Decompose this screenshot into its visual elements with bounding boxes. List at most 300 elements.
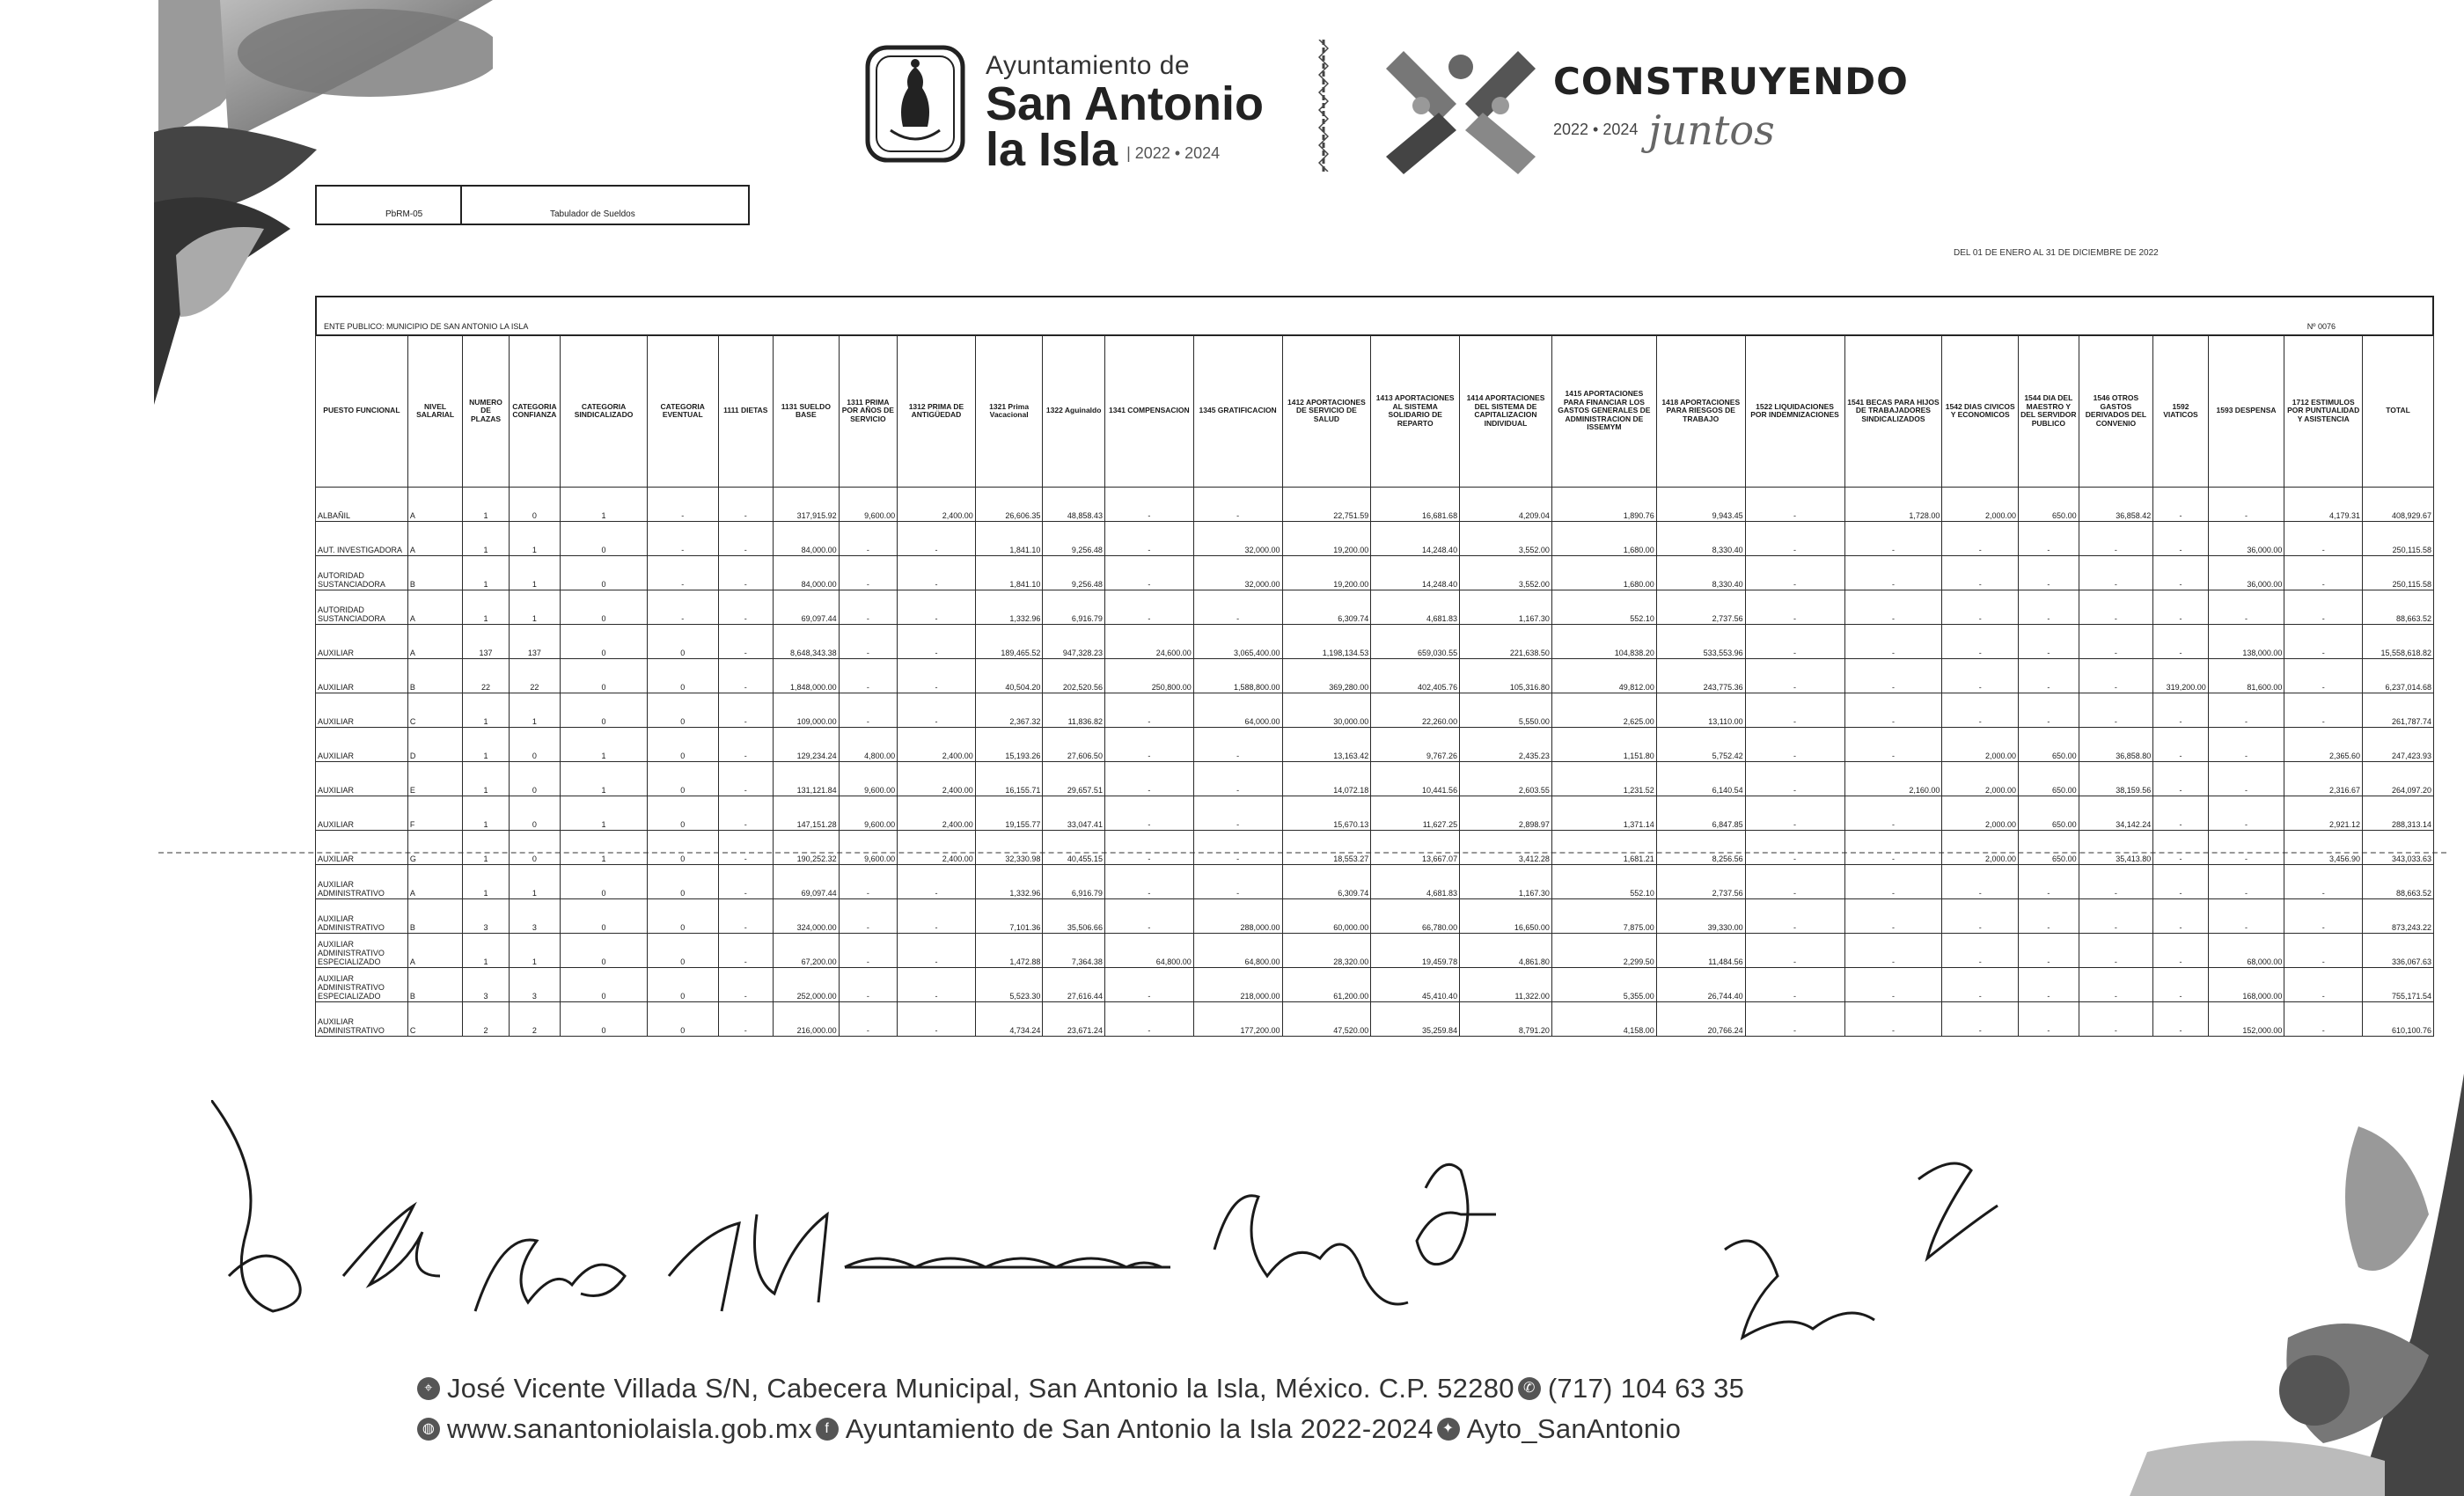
value-cell: 659,030.55 xyxy=(1371,625,1460,659)
value-cell: 13,163.42 xyxy=(1282,728,1371,762)
value-cell: 38,159.56 xyxy=(2079,762,2153,796)
puesto-cell: AUXILIAR ADMINISTRATIVO xyxy=(316,865,408,899)
value-cell: 2,000.00 xyxy=(1942,488,2019,522)
value-cell: 247,423.93 xyxy=(2363,728,2434,762)
signature-6 xyxy=(1214,1196,1408,1304)
value-cell: - xyxy=(1193,728,1282,762)
value-cell: - xyxy=(1745,1002,1844,1037)
value-cell: 8,791.20 xyxy=(1460,1002,1552,1037)
value-cell: - xyxy=(2153,625,2208,659)
value-cell: 4,179.31 xyxy=(2284,488,2363,522)
value-cell: - xyxy=(1104,522,1193,556)
value-cell: 4,681.83 xyxy=(1371,590,1460,625)
value-cell: - xyxy=(2019,659,2079,693)
value-cell: 177,200.00 xyxy=(1193,1002,1282,1037)
table-row xyxy=(316,796,2434,831)
value-cell: - xyxy=(1104,865,1193,899)
ayuntamiento-years: | 2022 • 2024 xyxy=(1126,143,1221,162)
value-cell: - xyxy=(2079,693,2153,728)
value-cell: 2,737.56 xyxy=(1656,590,1745,625)
value-cell: - xyxy=(898,968,976,1002)
value-cell: - xyxy=(1104,556,1193,590)
value-cell: 0 xyxy=(509,831,560,865)
value-cell: G xyxy=(407,831,462,865)
value-cell: 216,000.00 xyxy=(774,1002,840,1037)
value-cell: - xyxy=(898,556,976,590)
value-cell: - xyxy=(1745,762,1844,796)
value-cell: 13,110.00 xyxy=(1656,693,1745,728)
form-code: PbRM-05 xyxy=(317,187,462,224)
value-cell: - xyxy=(2153,831,2208,865)
value-cell: - xyxy=(2079,659,2153,693)
value-cell: 2,000.00 xyxy=(1942,796,2019,831)
value-cell: 36,000.00 xyxy=(2208,556,2284,590)
value-cell: 84,000.00 xyxy=(774,522,840,556)
value-cell: 5,355.00 xyxy=(1551,968,1656,1002)
value-cell: 15,193.26 xyxy=(975,728,1043,762)
value-cell: 2,435.23 xyxy=(1460,728,1552,762)
value-cell: 261,787.74 xyxy=(2363,693,2434,728)
value-cell: A xyxy=(407,488,462,522)
value-cell: 0 xyxy=(561,968,648,1002)
puesto-cell: AUXILIAR xyxy=(316,693,408,728)
value-cell: - xyxy=(2153,899,2208,934)
value-cell: 20,766.24 xyxy=(1656,1002,1745,1037)
column-header: 1542 DIAS CIVICOS Y ECONOMICOS xyxy=(1942,335,2019,488)
table-row xyxy=(316,865,2434,899)
value-cell: 4,158.00 xyxy=(1551,1002,1656,1037)
value-cell: 1,371.14 xyxy=(1551,796,1656,831)
value-cell: - xyxy=(2153,488,2208,522)
value-cell: - xyxy=(2284,968,2363,1002)
value-cell: 60,000.00 xyxy=(1282,899,1371,934)
value-cell: 2 xyxy=(509,1002,560,1037)
signature-5 xyxy=(845,1258,1170,1267)
value-cell: - xyxy=(1193,762,1282,796)
footer-phone: (717) 104 63 35 xyxy=(1547,1373,1745,1404)
value-cell: - xyxy=(898,1002,976,1037)
construyendo-logo-icon xyxy=(1386,42,1536,174)
twitter-icon: ✦ xyxy=(1437,1418,1460,1441)
web-icon: ◍ xyxy=(417,1418,440,1441)
value-cell: 0 xyxy=(561,556,648,590)
column-header: 1131 SUELDO BASE xyxy=(774,335,840,488)
value-cell: - xyxy=(1104,899,1193,934)
column-header: CATEGORIA EVENTUAL xyxy=(647,335,718,488)
column-header: 1593 DESPENSA xyxy=(2208,335,2284,488)
campaign-title: CONSTRUYENDO xyxy=(1553,60,1909,103)
value-cell: - xyxy=(1942,522,2019,556)
value-cell: 0 xyxy=(509,796,560,831)
value-cell: 5,523.30 xyxy=(975,968,1043,1002)
form-title: Tabulador de Sueldos xyxy=(550,209,635,219)
value-cell: - xyxy=(2079,934,2153,968)
table-row xyxy=(316,488,2434,522)
footer-web[interactable]: www.sanantoniolaisla.gob.mx xyxy=(447,1413,812,1444)
column-header: 1312 PRIMA DE ANTIGÜEDAD xyxy=(898,335,976,488)
value-cell: 221,638.50 xyxy=(1460,625,1552,659)
value-cell: 2,299.50 xyxy=(1551,934,1656,968)
value-cell: - xyxy=(2153,556,2208,590)
value-cell: 32,000.00 xyxy=(1193,522,1282,556)
value-cell: - xyxy=(718,934,773,968)
value-cell: - xyxy=(1844,934,1942,968)
value-cell: - xyxy=(1193,590,1282,625)
value-cell: 317,915.92 xyxy=(774,488,840,522)
column-header: 1412 APORTACIONES DE SERVICIO DE SALUD xyxy=(1282,335,1371,488)
value-cell: 15,558,618.82 xyxy=(2363,625,2434,659)
value-cell: 5,752.42 xyxy=(1656,728,1745,762)
value-cell: - xyxy=(839,590,898,625)
value-cell: - xyxy=(2208,899,2284,934)
value-cell: 1 xyxy=(463,796,509,831)
value-cell: 7,101.36 xyxy=(975,899,1043,934)
value-cell: 9,600.00 xyxy=(839,796,898,831)
column-header: CATEGORIA CONFIANZA xyxy=(509,335,560,488)
value-cell: B xyxy=(407,968,462,1002)
value-cell: - xyxy=(1104,693,1193,728)
value-cell: - xyxy=(2284,556,2363,590)
column-header: 1321 Prima Vacacional xyxy=(975,335,1043,488)
value-cell: 35,413.80 xyxy=(2079,831,2153,865)
value-cell: 1,841.10 xyxy=(975,556,1043,590)
document-title-box xyxy=(315,185,750,225)
value-cell: 2,400.00 xyxy=(898,831,976,865)
location-icon: ⌖ xyxy=(417,1377,440,1400)
value-cell: - xyxy=(2019,693,2079,728)
value-cell: 7,875.00 xyxy=(1551,899,1656,934)
puesto-cell: AUTORIDAD SUSTANCIADORA xyxy=(316,556,408,590)
value-cell: 218,000.00 xyxy=(1193,968,1282,1002)
value-cell: 2,400.00 xyxy=(898,728,976,762)
value-cell: 27,616.44 xyxy=(1043,968,1105,1002)
value-cell: 34,142.24 xyxy=(2079,796,2153,831)
column-header: 1414 APORTACIONES DEL SISTEMA DE CAPITALIZACION INDIVIDUAL xyxy=(1460,335,1552,488)
value-cell: - xyxy=(647,488,718,522)
value-cell: - xyxy=(2153,968,2208,1002)
column-header: 1592 VIATICOS xyxy=(2153,335,2208,488)
value-cell: 168,000.00 xyxy=(2208,968,2284,1002)
value-cell: 243,775.36 xyxy=(1656,659,1745,693)
construyendo-wordmark xyxy=(1553,60,1909,154)
value-cell: 137 xyxy=(463,625,509,659)
value-cell: 131,121.84 xyxy=(774,762,840,796)
value-cell: 27,606.50 xyxy=(1043,728,1105,762)
value-cell: 9,943.45 xyxy=(1656,488,1745,522)
value-cell: B xyxy=(407,659,462,693)
value-cell: - xyxy=(2153,693,2208,728)
column-header: NUMERO DE PLAZAS xyxy=(463,335,509,488)
table-row xyxy=(316,762,2434,796)
value-cell: 3,456.90 xyxy=(2284,831,2363,865)
value-cell: - xyxy=(1745,625,1844,659)
table-row xyxy=(316,968,2434,1002)
value-cell: - xyxy=(718,522,773,556)
value-cell: 64,800.00 xyxy=(1104,934,1193,968)
value-cell: 1 xyxy=(463,693,509,728)
value-cell: 2,000.00 xyxy=(1942,762,2019,796)
value-cell: 0 xyxy=(647,831,718,865)
value-cell: - xyxy=(1844,865,1942,899)
value-cell: 19,155.77 xyxy=(975,796,1043,831)
value-cell: 3,552.00 xyxy=(1460,522,1552,556)
signatures-area xyxy=(211,1100,2147,1399)
value-cell: - xyxy=(1844,1002,1942,1037)
value-cell: 1,848,000.00 xyxy=(774,659,840,693)
value-cell: - xyxy=(2153,934,2208,968)
value-cell: 650.00 xyxy=(2019,796,2079,831)
value-cell: 104,838.20 xyxy=(1551,625,1656,659)
value-cell: 1 xyxy=(463,865,509,899)
value-cell: 67,200.00 xyxy=(774,934,840,968)
value-cell: 19,200.00 xyxy=(1282,522,1371,556)
table-row xyxy=(316,522,2434,556)
value-cell: 84,000.00 xyxy=(774,556,840,590)
value-cell: - xyxy=(839,968,898,1002)
value-cell: 26,606.35 xyxy=(975,488,1043,522)
value-cell: 30,000.00 xyxy=(1282,693,1371,728)
value-cell: 35,259.84 xyxy=(1371,1002,1460,1037)
value-cell: - xyxy=(1745,728,1844,762)
value-cell: - xyxy=(1942,659,2019,693)
value-cell: 4,209.04 xyxy=(1460,488,1552,522)
header-divider xyxy=(1318,40,1329,172)
value-cell: - xyxy=(1844,728,1942,762)
value-cell: - xyxy=(718,796,773,831)
value-cell: 16,650.00 xyxy=(1460,899,1552,934)
value-cell: 1,231.52 xyxy=(1551,762,1656,796)
value-cell: 650.00 xyxy=(2019,728,2079,762)
puesto-cell: AUXILIAR xyxy=(316,762,408,796)
value-cell: 24,600.00 xyxy=(1104,625,1193,659)
value-cell: 4,734.24 xyxy=(975,1002,1043,1037)
value-cell: 2,367.32 xyxy=(975,693,1043,728)
footer-facebook[interactable]: Ayuntamiento de San Antonio la Isla 2022-2024 xyxy=(845,1413,1434,1444)
signature-7 xyxy=(1417,1164,1496,1264)
value-cell: - xyxy=(718,968,773,1002)
value-cell: 9,767.26 xyxy=(1371,728,1460,762)
value-cell: - xyxy=(1745,522,1844,556)
puesto-cell: AUT. INVESTIGADORA xyxy=(316,522,408,556)
value-cell: 4,681.83 xyxy=(1371,865,1460,899)
value-cell: 343,033.63 xyxy=(2363,831,2434,865)
column-header: CATEGORIA SINDICALIZADO xyxy=(561,335,648,488)
value-cell: 32,000.00 xyxy=(1193,556,1282,590)
value-cell: 533,553.96 xyxy=(1656,625,1745,659)
value-cell: 1 xyxy=(463,831,509,865)
value-cell: 0 xyxy=(561,899,648,934)
value-cell: - xyxy=(647,556,718,590)
value-cell: - xyxy=(1104,968,1193,1002)
value-cell: - xyxy=(2208,488,2284,522)
column-header: NIVEL SALARIAL xyxy=(407,335,462,488)
table-row xyxy=(316,1002,2434,1037)
value-cell: - xyxy=(839,865,898,899)
value-cell: 0 xyxy=(647,934,718,968)
value-cell: - xyxy=(2153,590,2208,625)
value-cell: - xyxy=(1745,831,1844,865)
column-header: 1322 Aguinaldo xyxy=(1043,335,1105,488)
value-cell: 288,313.14 xyxy=(2363,796,2434,831)
footer-address: José Vicente Villada S/N, Cabecera Municipal, San Antonio la Isla, México. C.P. 52280 xyxy=(447,1373,1514,1404)
value-cell: 6,309.74 xyxy=(1282,865,1371,899)
puesto-cell: AUXILIAR ADMINISTRATIVO xyxy=(316,899,408,934)
value-cell: 8,648,343.38 xyxy=(774,625,840,659)
value-cell: 22 xyxy=(509,659,560,693)
value-cell: 2,603.55 xyxy=(1460,762,1552,796)
table-row xyxy=(316,728,2434,762)
ayuntamiento-wordmark xyxy=(986,51,1285,176)
value-cell: 1 xyxy=(561,796,648,831)
value-cell: - xyxy=(2284,693,2363,728)
value-cell: - xyxy=(1844,968,1942,1002)
value-cell: B xyxy=(407,556,462,590)
value-cell: 1,680.00 xyxy=(1551,556,1656,590)
value-cell: 1 xyxy=(561,831,648,865)
value-cell: - xyxy=(1745,968,1844,1002)
value-cell: 147,151.28 xyxy=(774,796,840,831)
value-cell: - xyxy=(1745,693,1844,728)
value-cell: - xyxy=(1844,659,1942,693)
value-cell: - xyxy=(898,934,976,968)
column-header: PUESTO FUNCIONAL xyxy=(316,335,408,488)
footer-twitter[interactable]: Ayto_SanAntonio xyxy=(1466,1413,1682,1444)
puesto-cell: AUTORIDAD SUSTANCIADORA xyxy=(316,590,408,625)
value-cell: 32,330.98 xyxy=(975,831,1043,865)
value-cell: 13,667.07 xyxy=(1371,831,1460,865)
table-row xyxy=(316,556,2434,590)
value-cell: 1 xyxy=(509,556,560,590)
value-cell: 1 xyxy=(561,488,648,522)
value-cell: 0 xyxy=(561,934,648,968)
value-cell: - xyxy=(2284,659,2363,693)
ente-publico-label: ENTE PUBLICO: MUNICIPIO DE SAN ANTONIO LA ISLA xyxy=(324,322,529,331)
ayuntamiento-line1: Ayuntamiento de xyxy=(986,51,1191,80)
value-cell: A xyxy=(407,865,462,899)
value-cell: - xyxy=(2079,556,2153,590)
value-cell: 1 xyxy=(463,762,509,796)
value-cell: 16,155.71 xyxy=(975,762,1043,796)
value-cell: - xyxy=(2284,899,2363,934)
value-cell: - xyxy=(2019,1002,2079,1037)
value-cell: C xyxy=(407,1002,462,1037)
column-header: 1311 PRIMA POR AÑOS DE SERVICIO xyxy=(839,335,898,488)
value-cell: - xyxy=(1942,899,2019,934)
value-cell: 3,065,400.00 xyxy=(1193,625,1282,659)
value-cell: - xyxy=(839,625,898,659)
value-cell: 1 xyxy=(463,556,509,590)
value-cell: 14,072.18 xyxy=(1282,762,1371,796)
puesto-cell: AUXILIAR ADMINISTRATIVO xyxy=(316,1002,408,1037)
value-cell: 28,320.00 xyxy=(1282,934,1371,968)
value-cell: 137 xyxy=(509,625,560,659)
value-cell: - xyxy=(1942,625,2019,659)
value-cell: 36,858.42 xyxy=(2079,488,2153,522)
value-cell: - xyxy=(2019,865,2079,899)
ayuntamiento-line3: la Isla xyxy=(986,123,1118,176)
value-cell: 2 xyxy=(463,1002,509,1037)
value-cell: 64,800.00 xyxy=(1193,934,1282,968)
value-cell: - xyxy=(2019,556,2079,590)
value-cell: - xyxy=(839,1002,898,1037)
value-cell: 1,332.96 xyxy=(975,590,1043,625)
value-cell: F xyxy=(407,796,462,831)
value-cell: 0 xyxy=(647,899,718,934)
column-header: 1541 BECAS PARA HIJOS DE TRABAJADORES SINDICALIZADOS xyxy=(1844,335,1942,488)
value-cell: - xyxy=(2153,522,2208,556)
value-cell: 650.00 xyxy=(2019,762,2079,796)
phone-icon: ✆ xyxy=(1518,1377,1541,1400)
value-cell: - xyxy=(718,625,773,659)
value-cell: A xyxy=(407,590,462,625)
value-cell: 947,328.23 xyxy=(1043,625,1105,659)
value-cell: 1,841.10 xyxy=(975,522,1043,556)
signature-8 xyxy=(1725,1241,1874,1338)
value-cell: 18,553.27 xyxy=(1282,831,1371,865)
decorative-swoosh-bottom-right xyxy=(2094,1074,2464,1496)
column-header: TOTAL xyxy=(2363,335,2434,488)
column-header: 1544 DIA DEL MAESTRO Y DEL SERVIDOR PUBLICO xyxy=(2019,335,2079,488)
value-cell: 109,000.00 xyxy=(774,693,840,728)
value-cell: 1,890.76 xyxy=(1551,488,1656,522)
value-cell: - xyxy=(898,522,976,556)
value-cell: - xyxy=(2079,522,2153,556)
puesto-cell: ALBAÑIL xyxy=(316,488,408,522)
value-cell: - xyxy=(2284,865,2363,899)
document-footer xyxy=(414,1368,2086,1449)
puesto-cell: AUXILIAR xyxy=(316,659,408,693)
value-cell: 1 xyxy=(509,522,560,556)
value-cell: 88,663.52 xyxy=(2363,590,2434,625)
value-cell: 0 xyxy=(561,590,648,625)
value-cell: 0 xyxy=(561,693,648,728)
puesto-cell: AUXILIAR ADMINISTRATIVO ESPECIALIZADO xyxy=(316,968,408,1002)
value-cell: 1,680.00 xyxy=(1551,522,1656,556)
value-cell: - xyxy=(1745,556,1844,590)
table-row xyxy=(316,899,2434,934)
value-cell: 1,151.80 xyxy=(1551,728,1656,762)
value-cell: 0 xyxy=(561,625,648,659)
value-cell: 61,200.00 xyxy=(1282,968,1371,1002)
value-cell: A xyxy=(407,625,462,659)
puesto-cell: AUXILIAR xyxy=(316,625,408,659)
value-cell: - xyxy=(1104,590,1193,625)
value-cell: 6,140.54 xyxy=(1656,762,1745,796)
value-cell: 64,000.00 xyxy=(1193,693,1282,728)
value-cell: 4,861.80 xyxy=(1460,934,1552,968)
value-cell: 1 xyxy=(463,728,509,762)
value-cell: 11,836.82 xyxy=(1043,693,1105,728)
value-cell: 250,800.00 xyxy=(1104,659,1193,693)
value-cell: - xyxy=(1745,934,1844,968)
table-row xyxy=(316,659,2434,693)
value-cell: 324,000.00 xyxy=(774,899,840,934)
value-cell: 69,097.44 xyxy=(774,590,840,625)
municipal-seal-icon xyxy=(862,42,968,165)
value-cell: 3,412.28 xyxy=(1460,831,1552,865)
value-cell: 0 xyxy=(509,488,560,522)
value-cell: - xyxy=(1844,625,1942,659)
value-cell: 1 xyxy=(561,762,648,796)
value-cell: 1 xyxy=(463,590,509,625)
value-cell: - xyxy=(2208,762,2284,796)
campaign-script: juntos xyxy=(1648,106,1775,154)
value-cell: 1 xyxy=(463,522,509,556)
value-cell: - xyxy=(1844,899,1942,934)
value-cell: 26,744.40 xyxy=(1656,968,1745,1002)
value-cell: - xyxy=(2284,625,2363,659)
value-cell: 68,000.00 xyxy=(2208,934,2284,968)
